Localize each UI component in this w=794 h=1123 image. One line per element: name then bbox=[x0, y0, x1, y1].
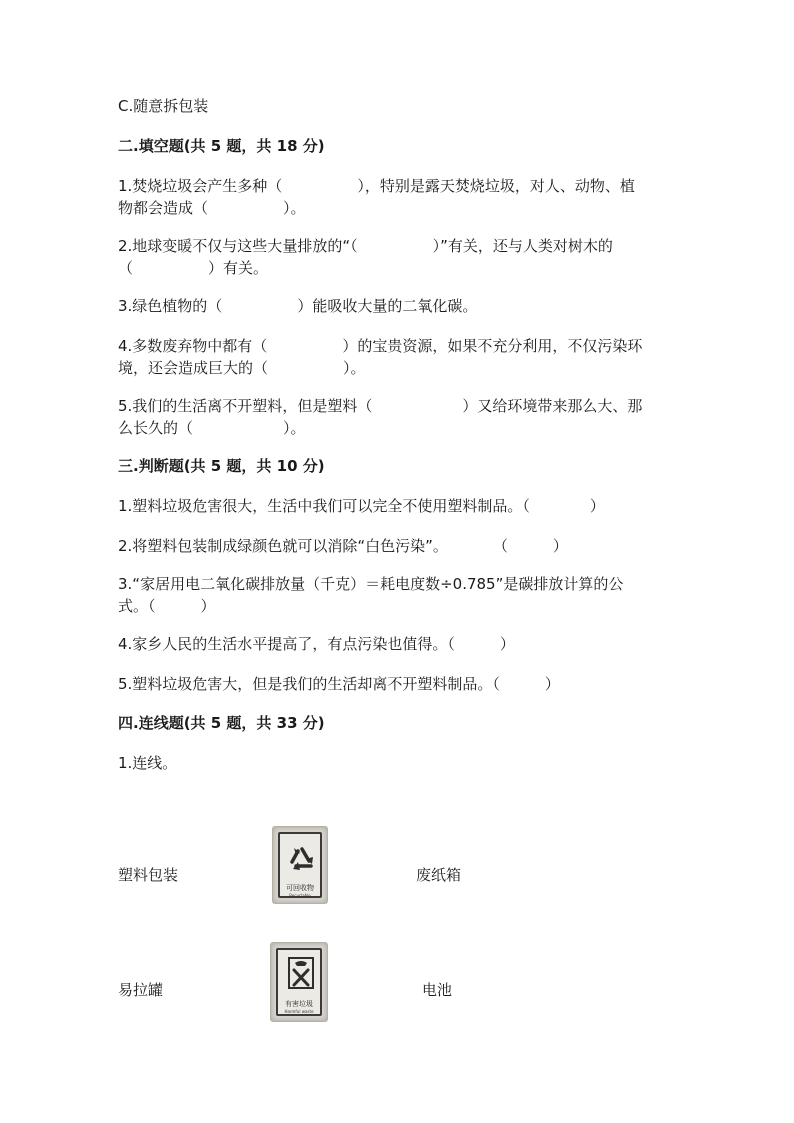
option-c: C.随意拆包装 bbox=[118, 97, 209, 115]
harmful-waste-sign bbox=[270, 942, 328, 1022]
judge-question-5: 5.塑料垃圾危害大，但是我们的生活却离不开塑料制品。（ ） bbox=[118, 675, 560, 693]
recycle-icon bbox=[282, 840, 322, 880]
fill-question-5: 5.我们的生活离不开塑料，但是塑料（ ）又给环境带来那么大、那 么长久的（ ）。 bbox=[118, 397, 643, 437]
section-match-heading: 四.连线题(共 5 题，共 33 分) bbox=[118, 714, 325, 732]
judge-question-4: 4.家乡人民的生活水平提高了，有点污染也值得。（ ） bbox=[118, 635, 515, 653]
judge-question-2: 2.将塑料包装制成绿颜色就可以消除“白色污染”。 （ ） bbox=[118, 537, 568, 555]
match-left-item-2: 易拉罐 bbox=[118, 981, 164, 999]
judge-question-3: 3.“家居用电二氧化碳排放量（千克）＝耗电度数÷0.785”是碳排放计算的公 式。（ ） bbox=[118, 575, 624, 615]
fill-question-4: 4.多数废弃物中都有（ ）的宝贵资源，如果不充分利用，不仅污染环 境，还会造成巨大的（ ）。 bbox=[118, 337, 643, 377]
match-right-item-1: 废纸箱 bbox=[416, 866, 462, 884]
fill-question-1: 1.焚烧垃圾会产生多种（ ），特别是露天焚烧垃圾，对人、动物、植 物都会造成（ ）。 bbox=[118, 177, 635, 217]
sign-1-label: 可回收物 bbox=[286, 884, 314, 892]
judge-question-1: 1.塑料垃圾危害很大，生活中我们可以完全不使用塑料制品。（ ） bbox=[118, 497, 605, 515]
sign-1-sub: Recyclable bbox=[289, 893, 311, 898]
fill-question-2: 2.地球变暖不仅与这些大量排放的“（ ）”有关，还与人类对树木的 （ ）有关。 bbox=[118, 237, 613, 277]
recyclable-sign bbox=[272, 826, 328, 904]
sign-2-label: 有害垃圾 bbox=[285, 1000, 313, 1008]
fill-question-3: 3.绿色植物的（ ）能吸收大量的二氧化碳。 bbox=[118, 297, 478, 315]
section-judge-heading: 三.判断题(共 5 题，共 10 分) bbox=[118, 457, 325, 475]
sign-2-sub: Harmful waste bbox=[284, 1009, 314, 1014]
match-question-1: 1.连线。 bbox=[118, 754, 178, 772]
match-right-item-2: 电池 bbox=[422, 981, 453, 999]
match-left-item-1: 塑料包装 bbox=[118, 866, 179, 884]
section-fill-heading: 二.填空题(共 5 题，共 18 分) bbox=[118, 137, 325, 155]
hazard-icon bbox=[281, 954, 321, 996]
